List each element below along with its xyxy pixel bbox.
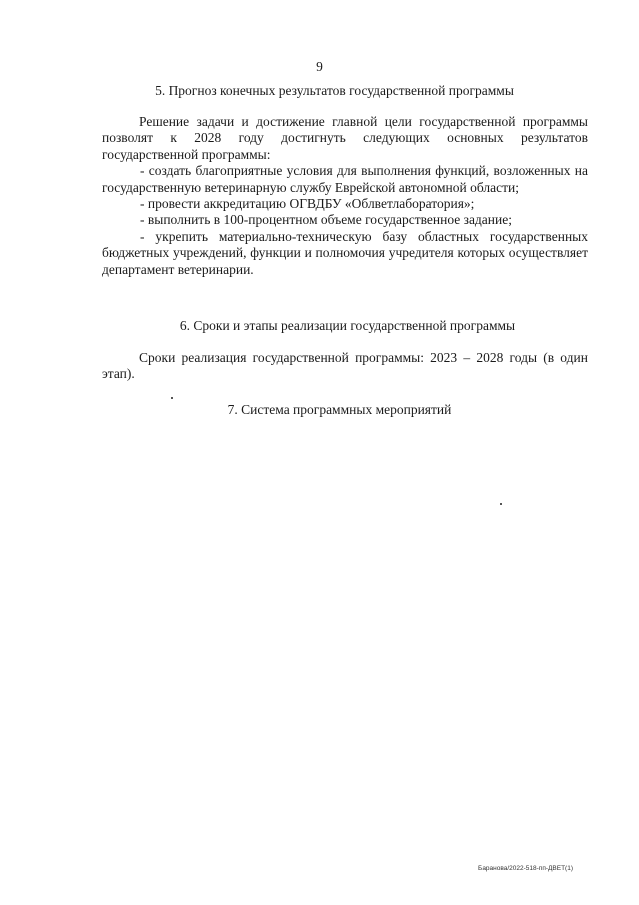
document-footer-code: Баранова/2022-518-пп-ДВЕТ(1) bbox=[478, 865, 573, 872]
section-5-body bbox=[102, 114, 588, 278]
section-6-body bbox=[102, 350, 588, 383]
page-number: 9 bbox=[316, 59, 323, 74]
list-item: - выполнить в 100-процентном объеме государственное задание; bbox=[140, 212, 512, 228]
list-item: - провести аккредитацию ОГВДБУ «Облветлаборатория»; bbox=[140, 196, 475, 212]
section-6-title: 6. Сроки и этапы реализации государственной программы bbox=[179, 318, 516, 333]
section-5-title: 5. Прогноз конечных результатов государственной программы bbox=[155, 83, 514, 98]
list-item: - укрепить материально-техническую базу областных государственных бюджетных учреждений, функции и полномочия учредителя которых осуществляет департамент ветеринарии. bbox=[102, 228, 588, 277]
scan-speck bbox=[171, 397, 173, 399]
paragraph: Решение задачи и достижение главной цели государственной программы позволят к 2028 году достигнуть следующих основных результатов государственной программы: bbox=[102, 114, 588, 162]
paragraph: Сроки реализация государственной программы: 2023 – 2028 годы (в один этап). bbox=[102, 350, 588, 382]
section-7-title: 7. Система программных мероприятий bbox=[227, 402, 452, 417]
scan-speck bbox=[500, 503, 502, 505]
list-item: - создать благоприятные условия для выполнения функций, возложенных на государственную ветеринарную службу Еврейской автономной области; bbox=[102, 163, 588, 195]
